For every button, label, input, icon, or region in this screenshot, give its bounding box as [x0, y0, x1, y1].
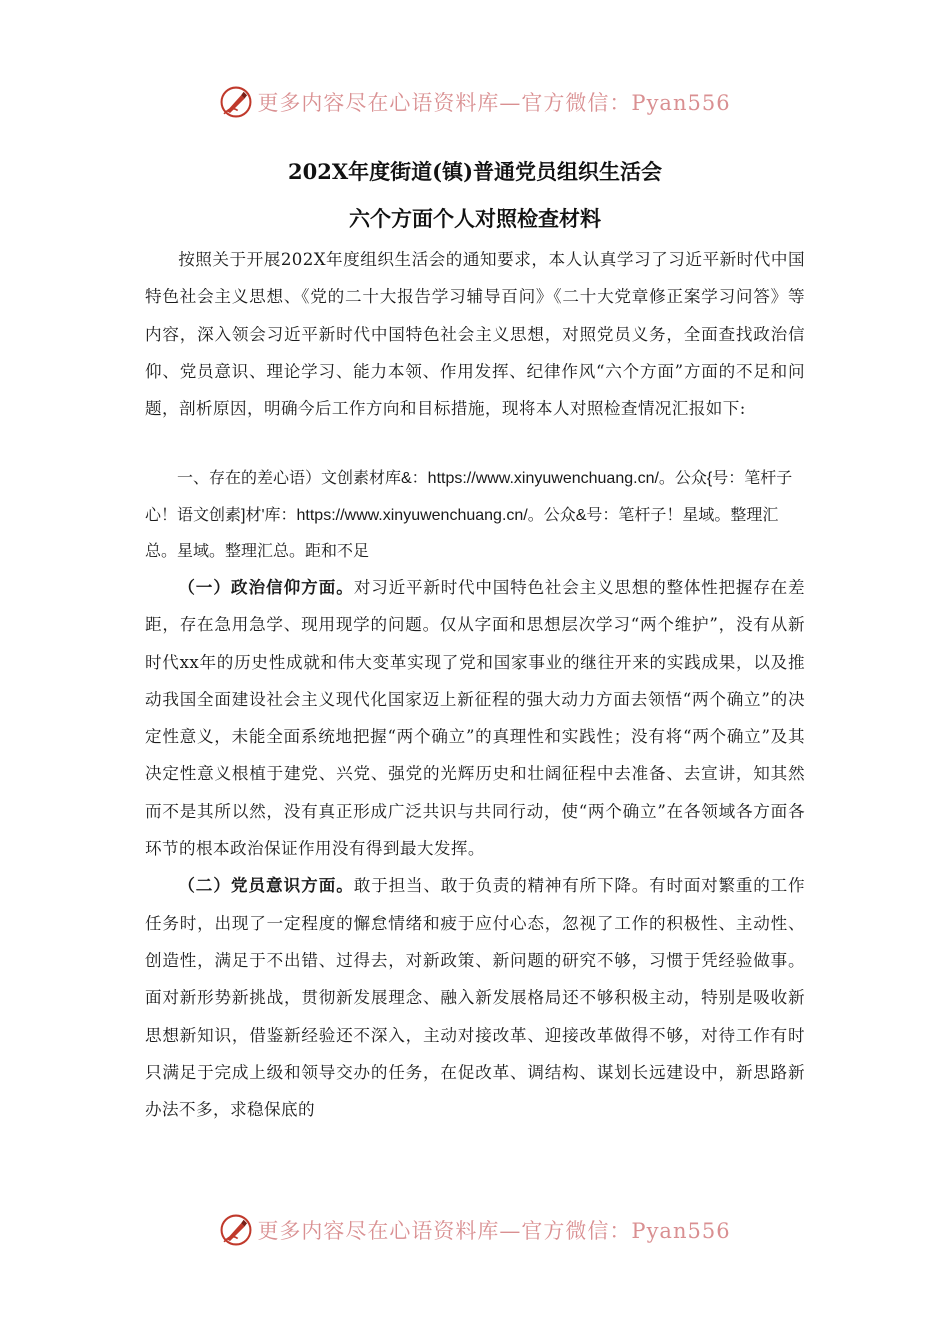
- item-political-belief: [145, 569, 805, 867]
- intro-paragraph: 按照关于开展202X年度组织生活会的通知要求，本人认真学习了习近平新时代中国特色社会主义思想、《党的二十大报告学习辅导百问》《二十大党章修正案学习问答》等内容，深入领会习近平新时代中国特色社会主义思想，对照党员义务，全面查找政治信仰、党员意识、理论学习、能力本领、作用发挥、纪律作风“六个方面”方面的不足和问题，剖析原因，明确今后工作方向和目标措施，现将本人对照检查情况汇报如下:: [145, 250, 805, 419]
- section-one-paragraph: 一、存在的差心语）文创素材库&：https://www.xinyuwenchuang.cn/。公众{号：笔杆子心！语文创素]材'库：https://www.xinyuwenchuang.cn/。公众&号：笔杆子！星域。整理汇总。星域。整理汇总。距和不足: [145, 470, 793, 560]
- pen-logo-icon: [219, 85, 253, 119]
- watermark-text: 更多内容尽在心语资料库—官方微信：Pyan556: [257, 91, 731, 115]
- section-items: [145, 569, 805, 1128]
- item-text: 对习近平新时代中国特色社会主义思想的整体性把握存在差距，存在急用急学、现用现学的问题。仅从字面和思想层次学习“两个维护”，没有从新时代xx年的历史性成就和伟大变革实现了党和国家事业的继往开来的实践成果，以及推动我国全面建设社会主义现代化国家迈上新征程的强大动力方面去领悟“两个确立”的决定性意义，未能全面系统地把握“两个确立”的真理性和实践性；没有将“两个确立”及其决定性意义根植于建党、兴党、强党的光辉历史和壮阔征程中去准备、去宣讲，知其然而不是其所以然，没有真正形成广泛共识与共同行动，使“两个确立”在各领域各方面各环节的根本政治保证作用没有得到最大发挥。: [145, 578, 806, 859]
- watermark-text: 更多内容尽在心语资料库—官方微信：Pyan556: [257, 1219, 731, 1243]
- item-text: 敢于担当、敢于负责的精神有所下降。有时面对繁重的工作任务时，出现了一定程度的懈怠情绪和疲于应付心态，忽视了工作的积极性、主动性、创造性，满足于不出错、过得去，对新政策、新问题的研究不够，习惯于凭经验做事。面对新形势新挑战，贯彻新发展理念、融入新发展格局还不够积极主动，特别是吸收新思想新知识，借鉴新经验还不深入，主动对接改革、迎接改革做得不够，对待工作有时只满足于完成上级和领导交办的任务，在促改革、调结构、谋划长远建设中，新思路新办法不多，求稳保底的: [145, 876, 806, 1120]
- watermark-banner-top: [0, 80, 950, 124]
- document-title-line-1: 202X年度街道(镇)普通党员组织生活会: [288, 159, 662, 184]
- document-title-line-2: 六个方面个人对照检查材料: [349, 206, 601, 231]
- item-heading: （一）政治信仰方面。: [178, 578, 354, 597]
- pen-logo-icon: [219, 1213, 253, 1247]
- item-party-awareness: [145, 867, 805, 1128]
- item-heading: （二）党员意识方面。: [178, 876, 354, 896]
- watermark-banner-bottom: [0, 1208, 950, 1252]
